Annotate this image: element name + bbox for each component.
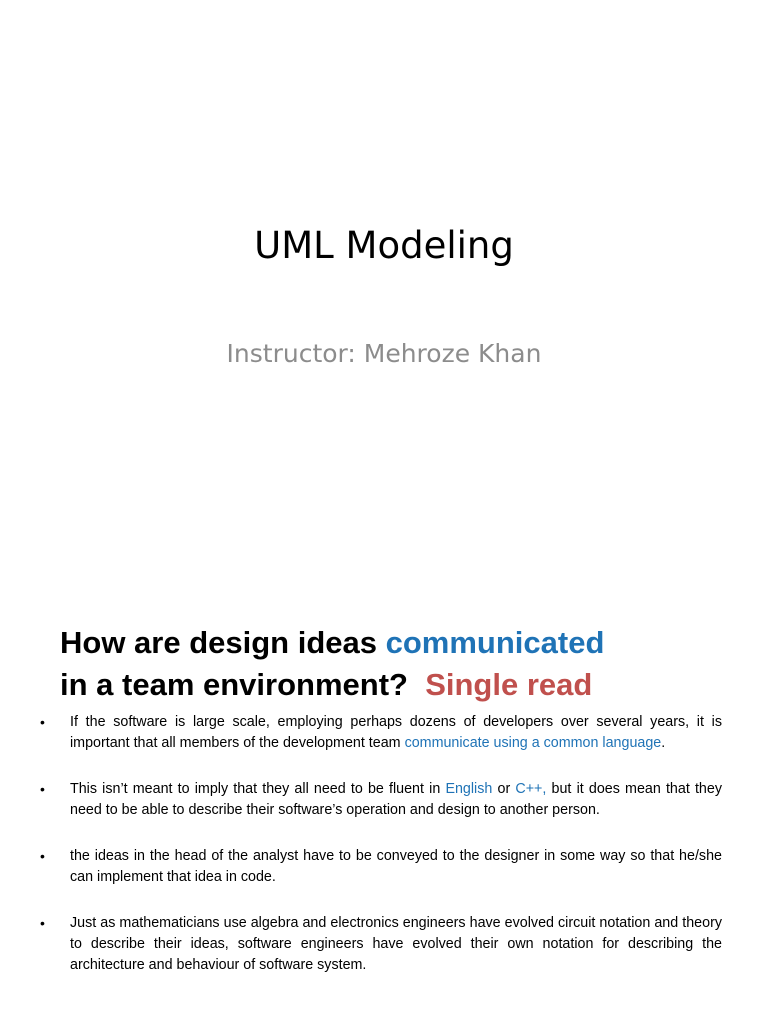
bullet-text-middle: or: [492, 781, 516, 797]
bullet-icon: •: [40, 714, 45, 730]
bullet-text: Just as mathematicians use algebra and electronics engineers have evolved circuit notation and theory to describe their ideas, software engineers have evolved their own notation for describing the architecture and behaviour of software system.: [70, 915, 722, 973]
content-slide: [0, 600, 768, 1024]
heading-line1: [60, 625, 604, 660]
heading-highlight-communicated: communicated: [385, 625, 605, 660]
bullet-item: [40, 712, 722, 754]
bullet-highlight-english: English: [445, 781, 493, 797]
bullet-icon: •: [40, 848, 45, 864]
slide-title: UML Modeling: [254, 224, 514, 267]
bullet-text-end: .: [661, 735, 666, 751]
bullet-text: This isn’t meant to imply that they all need to be fluent in: [70, 781, 446, 797]
bullet-item: [40, 779, 722, 821]
bullet-icon: •: [40, 915, 45, 931]
bullet-icon: •: [40, 781, 45, 797]
slide-subtitle: Instructor: Mehroze Khan: [226, 339, 542, 368]
slide-heading: [60, 622, 750, 706]
heading-line1-text: How are design ideas: [60, 625, 386, 660]
bullet-text: the ideas in the head of the analyst have to be conveyed to the designer in some way so that he/she can implement that idea in code.: [70, 848, 722, 885]
bullet-list: [40, 712, 722, 976]
heading-highlight-single-read: Single read: [425, 667, 593, 702]
bullet-highlight: communicate using a common language: [404, 735, 662, 751]
bullet-highlight-cpp: C++,: [515, 781, 547, 797]
heading-line2: [60, 667, 592, 702]
bullet-item: [40, 846, 722, 888]
bullet-text-end: but it does mean that they need to be able to describe their software’s operation and design to another person.: [70, 781, 722, 818]
bullet-item: [40, 913, 722, 976]
bullet-text: If the software is large scale, employing perhaps dozens of developers over several years, it is important that all members of the development team: [70, 714, 722, 751]
heading-line2-text: in a team environment?: [60, 667, 408, 702]
